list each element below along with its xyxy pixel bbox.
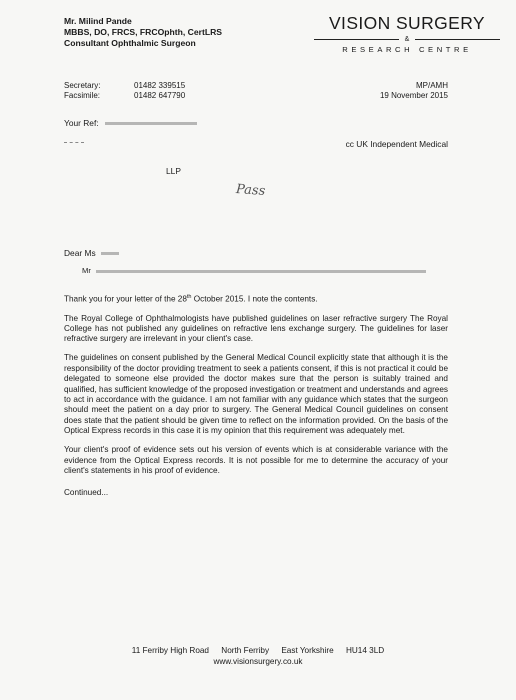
contact-row-facsimile xyxy=(64,91,185,101)
contact-value: 01482 647790 xyxy=(134,91,186,100)
thanks-text-rest: October 2015. I note the contents. xyxy=(191,294,318,304)
sender-title: Consultant Ophthalmic Surgeon xyxy=(64,38,196,49)
contact-label: Secretary: xyxy=(64,81,101,90)
redaction-bar xyxy=(105,122,197,125)
contact-numbers xyxy=(64,81,185,101)
body-paragraph-thanks xyxy=(64,292,448,305)
our-reference: MP/AMH xyxy=(416,81,448,90)
your-reference-label: Your Ref: xyxy=(64,118,99,128)
footer-postcode: HU14 3LD xyxy=(345,646,385,655)
reference-block xyxy=(380,81,448,101)
redaction-bar xyxy=(101,252,119,255)
redaction-bar xyxy=(96,270,426,273)
contact-value: 01482 339515 xyxy=(134,81,186,90)
logo-title: VISION SURGERY xyxy=(328,13,485,33)
llp-line: LLP xyxy=(166,166,181,176)
logo-ampersand: & xyxy=(404,36,410,43)
letter-footer xyxy=(0,645,516,667)
subject-line xyxy=(82,266,426,275)
footer-street: 11 Ferriby High Road xyxy=(131,646,209,655)
continued-note: Continued... xyxy=(64,488,109,498)
letter-date: 19 November 2015 xyxy=(379,91,448,100)
contact-row-secretary xyxy=(64,81,185,91)
subject-prefix: Mr xyxy=(82,266,91,275)
letter-body xyxy=(64,292,448,507)
body-paragraph: The Royal College of Ophthalmologists have published guidelines on laser refractive surgery The Royal College has not published any guidelines on refractive lens exchange surgery. The guidelines for laser refractive surgery are irrelevant in your client's case. xyxy=(64,313,448,344)
ordinal-suffix: th xyxy=(186,294,192,300)
redaction-dashes xyxy=(64,142,84,143)
thanks-text: Thank you for your letter of the 28 xyxy=(64,294,187,304)
sender-qualifications: MBBS, DO, FRCS, FRCOphth, CertLRS xyxy=(64,27,223,38)
salutation-text: Dear Ms xyxy=(64,248,96,258)
contact-label: Facsimile: xyxy=(64,91,101,100)
cc-line: cc UK Independent Medical xyxy=(345,139,448,149)
footer-town: North Ferriby xyxy=(221,646,270,655)
body-paragraph: Your client's proof of evidence sets out his version of events which is at considerable variance with the evidence from the Optical Express records. It is not possible for me to determine the accuracy of your client's statements in his proof of evidence. xyxy=(64,445,448,475)
handwritten-annotation: Pass xyxy=(235,181,266,200)
footer-county: East Yorkshire xyxy=(281,646,334,655)
sender-name: Mr. Milind Pande xyxy=(64,16,132,26)
footer-website: www.visionsurgery.co.uk xyxy=(213,657,303,666)
sender-block xyxy=(64,16,222,50)
your-reference-line xyxy=(64,118,197,128)
body-paragraph: The guidelines on consent published by the General Medical Council explicitly state that although it is the responsibility of the doctor providing treatment to seek a patients consent, if this is not practical it could be delegated to someone else provided the doctor makes sure that the person is suitably trained and qualified, has sufficient knowledge of the proposed investigation or treatment and understands and agrees to act in accordance with the guidance. I am not familiar with any guidance which states that the surgeon should meet the patient on a day prior to surgery. The General Medical Council guidelines on consent does state that the patient should be given time to reflect on the information provided. On the basis of the Optical Express records in this case it is my opinion that this requirement was adequately met. xyxy=(64,353,449,436)
logo-separator xyxy=(314,35,500,44)
vision-surgery-logo xyxy=(314,12,500,55)
logo-subtitle: RESEARCH CENTRE xyxy=(342,45,472,54)
salutation xyxy=(64,248,119,258)
footer-address xyxy=(0,645,516,656)
